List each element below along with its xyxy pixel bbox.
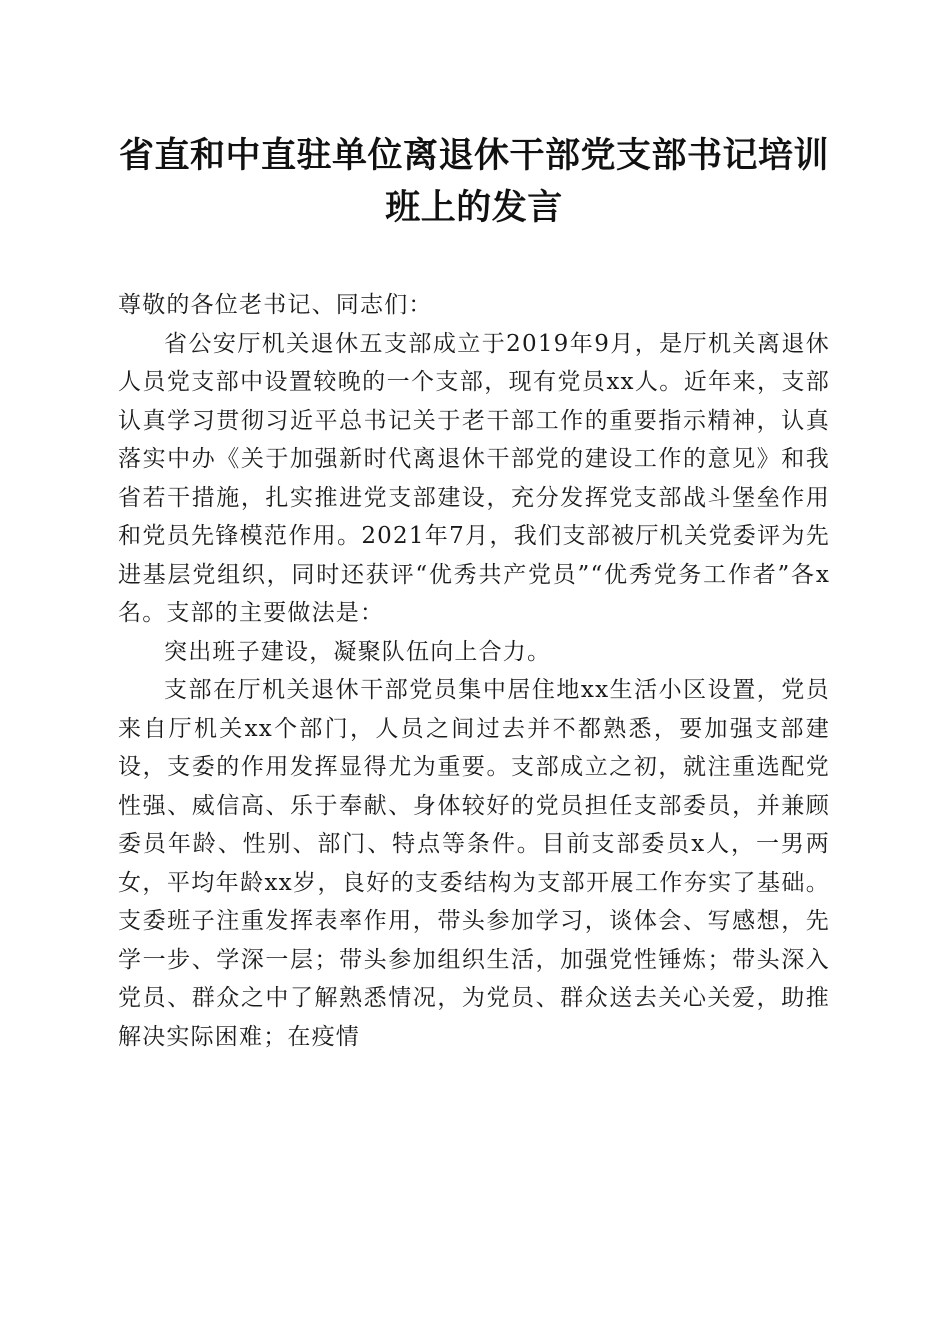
title-line-1: 省直和中直驻单位离退休干部党支部书记培训 — [118, 136, 829, 176]
paragraph-intro: 省公安厅机关退休五支部成立于2019年9月，是厅机关离退休人员党支部中设置较晚的一个支部，现有党员xx人。近年来，支部认真学习贯彻习近平总书记关于老干部工作的重要指示精神，认真落实中办《关于加强新时代离退休干部党的建设工作的意见》和我省若干措施，扎实推进党支部建设，充分发挥党支部战斗堡垒作用和党员先锋模范作用。2021年7月，我们支部被厅机关党委评为先进基层党组织，同时还获评“优秀共产党员”“优秀党务工作者”各x名。支部的主要做法是： — [118, 330, 830, 626]
document-body — [118, 286, 830, 1056]
title-line-2: 班上的发言 — [385, 188, 563, 228]
document-title — [118, 130, 830, 234]
document-page — [118, 130, 830, 1056]
section-heading: 突出班子建设，凝聚队伍向上合力。 — [164, 638, 552, 665]
paragraph-team-building: 支部在厅机关退休干部党员集中居住地xx生活小区设置，党员来自厅机关xx个部门，人员之间过去并不都熟悉，要加强支部建设，支委的作用发挥显得尤为重要。支部成立之初，就注重选配党性强、威信高、乐于奉献、身体较好的党员担任支部委员，并兼顾委员年龄、性别、部门、特点等条件。目前支部委员x人，一男两女，平均年龄xx岁，良好的支委结构为支部开展工作夯实了基础。支委班子注重发挥表率作用，带头参加学习，谈体会、写感想，先学一步、学深一层；带头参加组织生活，加强党性锤炼；带头深入党员、群众之中了解熟悉情况，为党员、群众送去关心关爱，助推解决实际困难；在疫情 — [118, 677, 830, 1050]
salutation: 尊敬的各位老书记、同志们： — [118, 292, 433, 318]
